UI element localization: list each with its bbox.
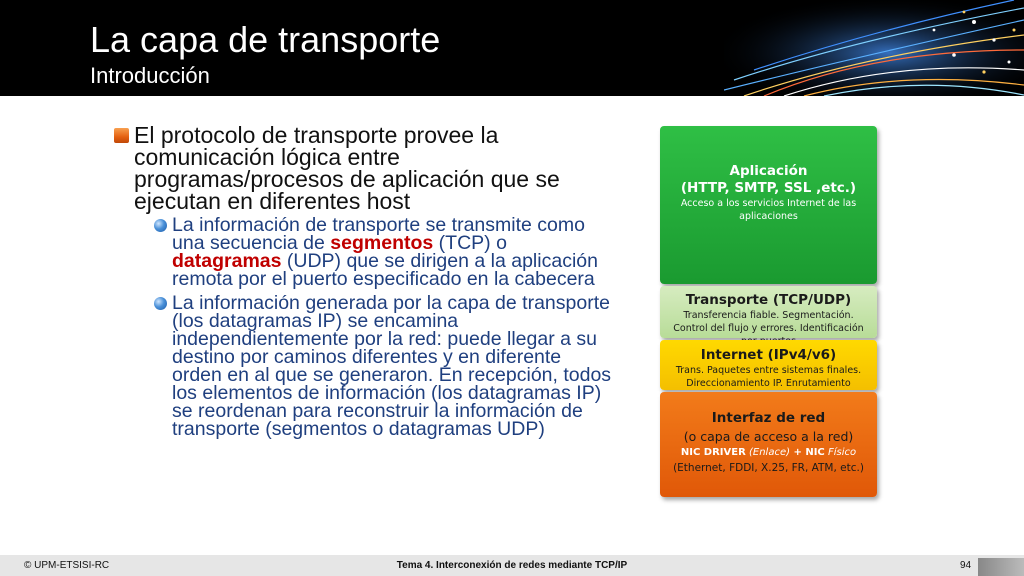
header-banner	[0, 0, 1024, 96]
point1-text: El protocolo de transporte provee la comunicación lógica entre programas/procesos de aplicación que se ejecutan en diferentes host	[134, 122, 560, 214]
footer-copyright: © UPM-ETSISI-RC	[24, 560, 110, 571]
layer-application-title: Aplicación	[729, 163, 808, 179]
layer-transport-desc: Transferencia fiable. Segmentación. Control del flujo y errores. Identificación	[673, 310, 864, 334]
layer-transport-title: Transporte (TCP/UDP)	[685, 292, 852, 308]
nic-driver-label: NIC DRIVER	[680, 447, 746, 458]
fiber-optic-image	[724, 0, 1024, 96]
sub1-bold-segmentos: segmentos	[330, 232, 434, 254]
sub2-text: La información generada por la capa de transporte (los datagramas IP) se encamina independientemente por la red: puede llegar a su destino por caminos diferentes y en diferente orden en al que se generaron. En recepción, todos los elementos de información (los datagramas IP) se reordenan para reconstruir la información de transporte (segmentos o datagramas UDP)	[172, 292, 612, 440]
layer-transport	[660, 286, 877, 338]
layer-internet	[660, 340, 877, 390]
sub1-bold-datagramas: datagramas	[172, 250, 282, 272]
footer-bar	[0, 555, 1024, 576]
layer-application	[660, 126, 877, 284]
layer-nic-driver-line	[660, 446, 877, 460]
bullet-level2-segments	[114, 216, 614, 288]
round-bullet-icon	[154, 297, 167, 310]
fisico-label: Físico	[827, 447, 857, 458]
sub1-part3: (UDP) que se dirigen a la aplicación remota por el puerto especificado en la cabecera	[172, 250, 598, 290]
slide-content	[114, 124, 614, 438]
enlace-label: (Enlace)	[748, 447, 790, 458]
layer-internet-title: Internet (IPv4/v6)	[700, 347, 837, 363]
layer-internet-desc2: Direccionamiento IP. Enrutamiento	[686, 378, 851, 389]
nic-label: NIC	[805, 447, 825, 458]
square-bullet-icon	[114, 128, 129, 143]
bullet-level1	[114, 124, 614, 212]
sub1-part1: La información de transporte se transmite como una secuencia de	[172, 214, 585, 254]
sub1-part2: (TCP) o	[433, 232, 507, 254]
layer-application-protocols: (HTTP, SMTP, SSL ,etc.)	[680, 180, 857, 196]
layer-nic-title: Interfaz de red	[711, 410, 826, 426]
round-bullet-icon	[154, 219, 167, 232]
slide-subtitle: Introducción	[90, 63, 210, 88]
slide-title: La capa de transporte	[90, 19, 441, 60]
footer-page-number: 94	[960, 560, 972, 571]
layer-nic-examples: (Ethernet, FDDI, X.25, FR, ATM, etc.)	[673, 462, 864, 474]
plus-label: +	[790, 447, 806, 458]
layer-application-desc: Acceso a los servicios Internet de las aplicaciones	[680, 198, 857, 222]
footer-logo-strip	[978, 558, 1024, 576]
layer-internet-desc1: Trans. Paquetes entre sistemas finales.	[675, 365, 862, 376]
bullet-level2-routing	[114, 294, 614, 438]
layer-nic-subtitle: (o capa de acceso a la red)	[683, 429, 854, 444]
footer-topic: Tema 4. Interconexión de redes mediante TCP/IP	[396, 560, 628, 571]
layer-network-interface	[660, 392, 877, 497]
